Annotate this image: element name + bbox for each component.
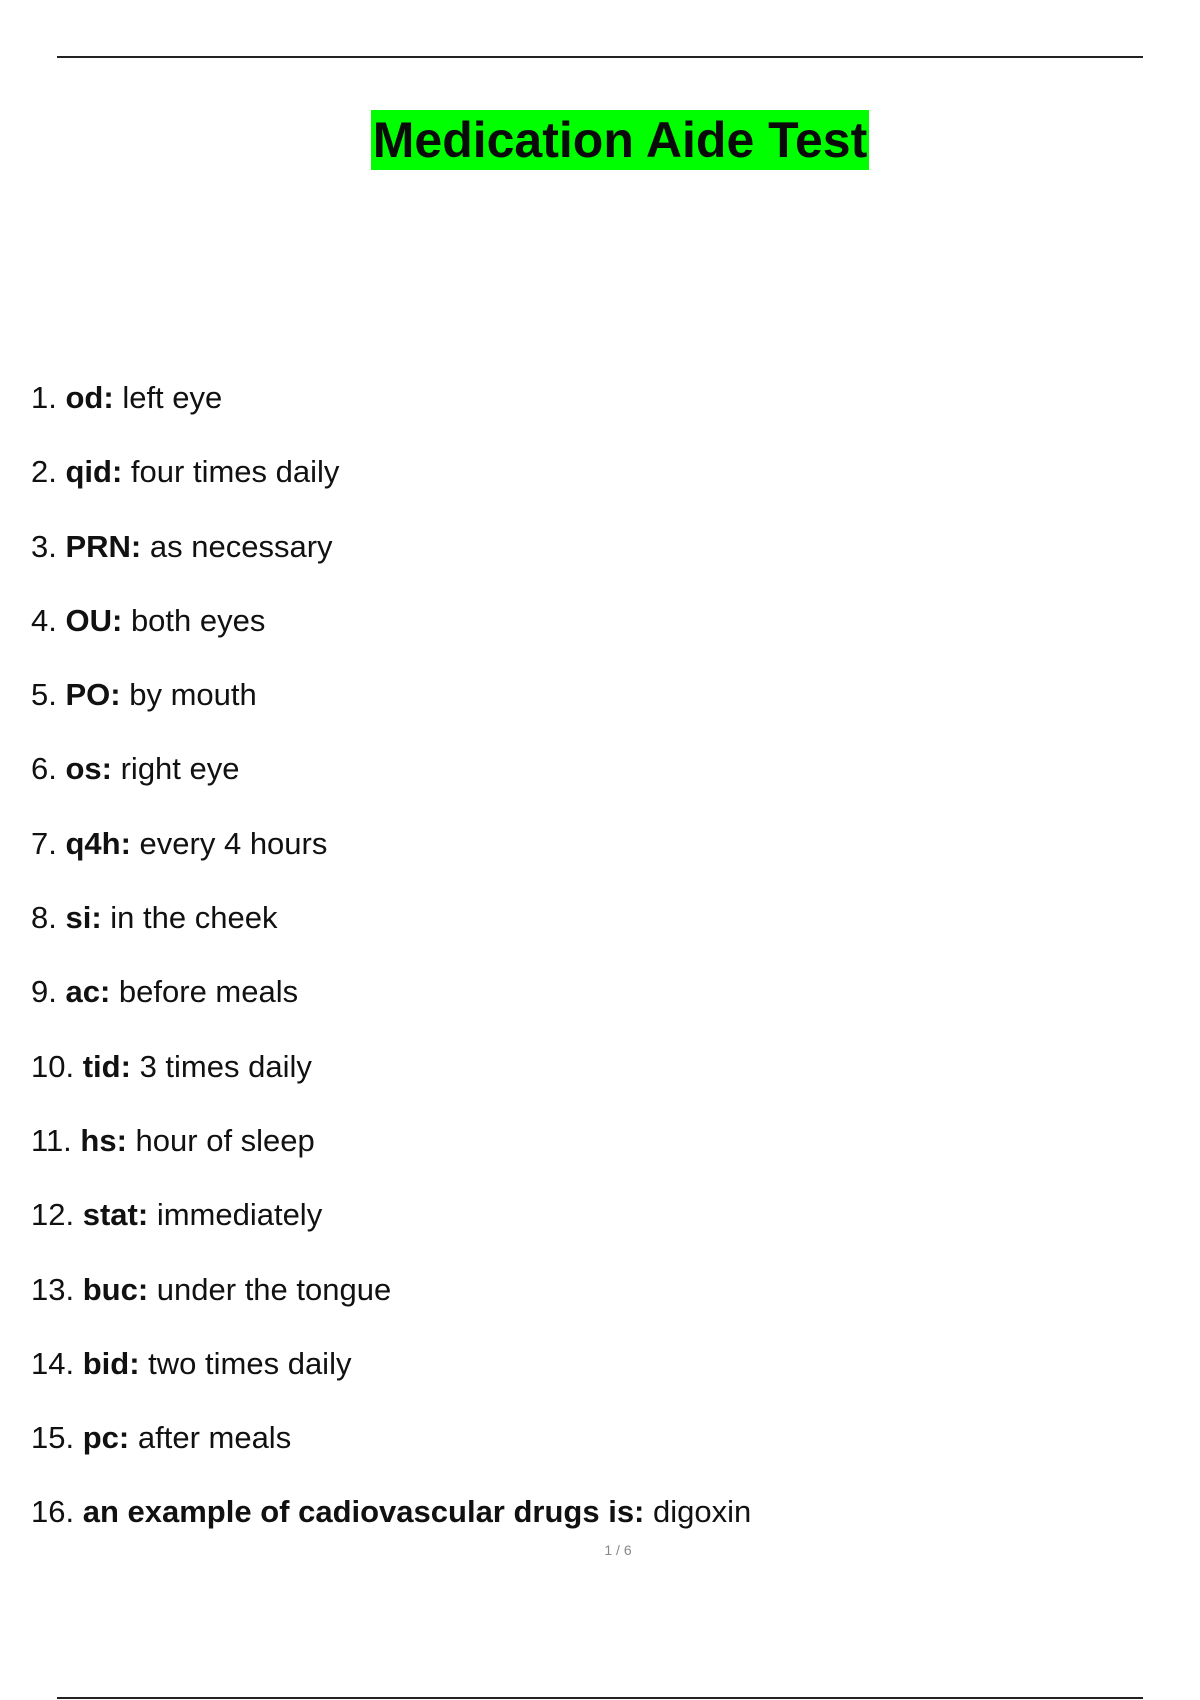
item-number: 13.	[31, 1271, 75, 1307]
list-item	[31, 747, 751, 821]
item-term: an example of cadiovascular drugs is:	[82, 1494, 645, 1530]
item-number: 7.	[31, 825, 57, 861]
item-term: OU:	[65, 602, 123, 638]
item-definition: after meals	[137, 1420, 292, 1456]
list-item	[31, 1193, 751, 1267]
item-definition: both eyes	[130, 602, 266, 638]
list-item	[31, 822, 751, 896]
item-number: 12.	[31, 1197, 75, 1233]
item-number: 3.	[31, 528, 57, 564]
item-definition: hour of sleep	[135, 1122, 315, 1158]
list-item	[31, 599, 751, 673]
item-definition: every 4 hours	[139, 825, 328, 861]
item-term: pc:	[82, 1420, 130, 1456]
list-item	[31, 896, 751, 970]
item-number: 2.	[31, 454, 57, 490]
title-container	[0, 110, 1200, 170]
item-term: od:	[65, 380, 114, 415]
item-definition: four times daily	[130, 454, 340, 490]
item-number: 14.	[31, 1345, 75, 1381]
question-answer-list	[31, 376, 751, 1565]
item-number: 5.	[31, 677, 57, 713]
item-number: 10.	[31, 1048, 75, 1084]
item-definition: left eye	[122, 380, 223, 415]
list-item	[31, 450, 751, 524]
item-term: hs:	[80, 1122, 127, 1158]
bottom-divider	[57, 1697, 1143, 1699]
item-number: 4.	[31, 602, 57, 638]
list-item	[31, 970, 751, 1044]
item-term: os:	[65, 751, 112, 787]
item-definition: as necessary	[149, 528, 333, 564]
top-divider	[57, 56, 1143, 58]
list-item	[31, 673, 751, 747]
item-term: q4h:	[65, 825, 131, 861]
list-item	[31, 1416, 751, 1490]
item-definition: immediately	[156, 1197, 323, 1233]
item-term: stat:	[82, 1197, 149, 1233]
list-item	[31, 1268, 751, 1342]
list-item	[31, 1342, 751, 1416]
list-item	[31, 376, 751, 450]
page-indicator: 1 / 6	[604, 1542, 632, 1558]
item-number: 1.	[31, 380, 57, 415]
item-term: qid:	[65, 454, 123, 490]
item-term: PO:	[65, 677, 121, 713]
item-definition: in the cheek	[110, 900, 278, 936]
list-item	[31, 1045, 751, 1119]
list-item	[31, 1119, 751, 1193]
item-definition: under the tongue	[156, 1271, 392, 1307]
item-definition: digoxin	[653, 1494, 752, 1530]
item-definition: two times daily	[148, 1345, 352, 1381]
list-item	[31, 525, 751, 599]
item-number: 6.	[31, 751, 57, 787]
item-number: 11.	[31, 1122, 72, 1158]
item-term: ac:	[65, 974, 111, 1010]
item-number: 9.	[31, 974, 57, 1010]
item-term: buc:	[82, 1271, 149, 1307]
item-term: tid:	[82, 1048, 131, 1084]
item-term: si:	[65, 900, 102, 936]
item-definition: before meals	[118, 974, 299, 1010]
item-definition: 3 times daily	[139, 1048, 312, 1084]
item-definition: right eye	[120, 751, 240, 787]
item-term: PRN:	[65, 528, 142, 564]
item-definition: by mouth	[129, 677, 257, 713]
item-number: 16.	[31, 1494, 75, 1530]
page-title: Medication Aide Test	[372, 112, 868, 168]
item-number: 15.	[31, 1420, 75, 1456]
item-number: 8.	[31, 900, 57, 936]
item-term: bid:	[82, 1345, 140, 1381]
